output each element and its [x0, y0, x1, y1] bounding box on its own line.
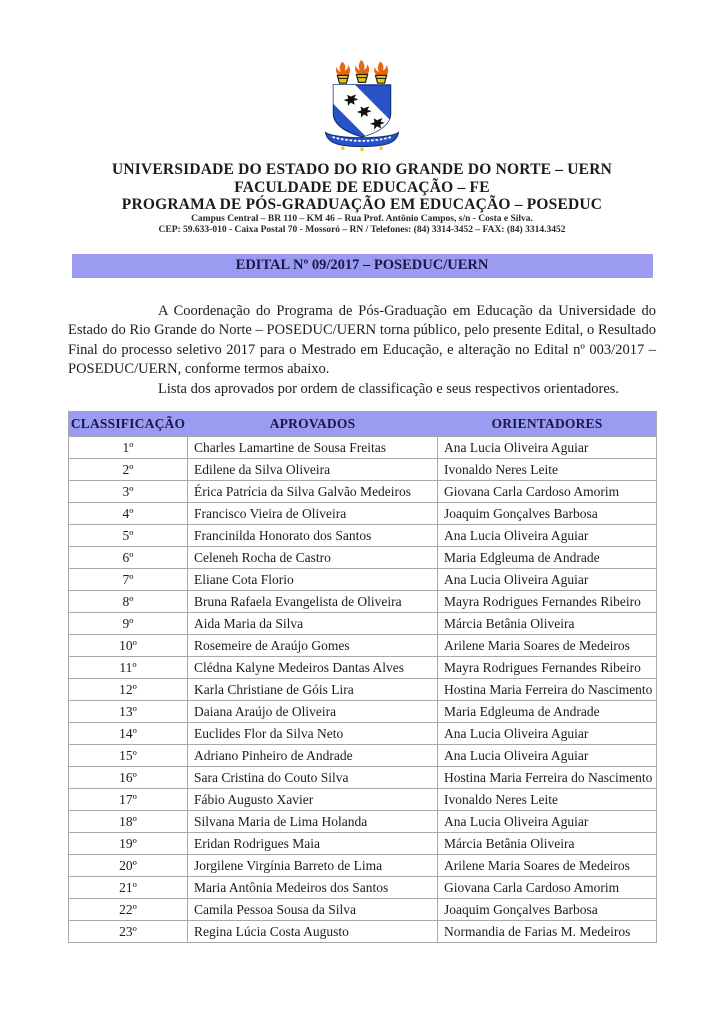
table-row [69, 569, 657, 591]
cell-orientador: Mayra Rodrigues Fernandes Ribeiro [438, 591, 657, 613]
edital-paragraph: A Coordenação do Programa de Pós-Graduação em Educação da Universidade do Estado do Rio Grande do Norte – POSEDUC/UERN torna público, pelo presente Edital, o Resultado Final do processo seletivo 2017 para o Mestrado em Educação, e alteração no Edital nº 003/2017 – POSEDUC/UERN, conforme termos abaixo. [68, 302, 656, 377]
edital-body [68, 302, 656, 400]
table-row [69, 877, 657, 899]
faculty-name: FACULDADE DE EDUCAÇÃO – FE [234, 178, 490, 196]
cell-orientador: Ana Lucia Oliveira Aguiar [438, 723, 657, 745]
address-line-1: Campus Central – BR 110 – KM 46 – Rua Prof. Antônio Campos, s/n - Costa e Silva. [191, 213, 533, 224]
cell-classificacao: 17º [69, 789, 188, 811]
table-row [69, 855, 657, 877]
cell-classificacao: 7º [69, 569, 188, 591]
column-header-classificacao: CLASSIFICAÇÃO [69, 412, 188, 437]
cell-classificacao: 14º [69, 723, 188, 745]
program-name: PROGRAMA DE PÓS-GRADUAÇÃO EM EDUCAÇÃO – POSEDUC [121, 196, 603, 213]
cell-classificacao: 1º [69, 437, 188, 459]
cell-orientador: Giovana Carla Cardoso Amorim [438, 481, 657, 503]
approved-candidates-table [68, 411, 657, 943]
table-row [69, 789, 657, 811]
cell-aprovado: Aida Maria da Silva [188, 613, 438, 635]
cell-aprovado: Francinilda Honorato dos Santos [188, 525, 438, 547]
cell-classificacao: 20º [69, 855, 188, 877]
cell-aprovado: Maria Antônia Medeiros dos Santos [188, 877, 438, 899]
table-row [69, 657, 657, 679]
cell-orientador: Arilene Maria Soares de Medeiros [438, 855, 657, 877]
cell-orientador: Joaquim Gonçalves Barbosa [438, 899, 657, 921]
cell-orientador: Giovana Carla Cardoso Amorim [438, 877, 657, 899]
table-row [69, 899, 657, 921]
table-row [69, 525, 657, 547]
cell-classificacao: 23º [69, 921, 188, 943]
cell-aprovado: Érica Patrícia da Silva Galvão Medeiros [188, 481, 438, 503]
results-table-body [69, 437, 657, 943]
cell-orientador: Ana Lucia Oliveira Aguiar [438, 745, 657, 767]
cell-classificacao: 9º [69, 613, 188, 635]
cell-orientador: Ivonaldo Neres Leite [438, 789, 657, 811]
cell-aprovado: Edilene da Silva Oliveira [188, 459, 438, 481]
cell-classificacao: 22º [69, 899, 188, 921]
shield-icon [333, 85, 390, 140]
cell-orientador: Normandia de Farias M. Medeiros [438, 921, 657, 943]
list-intro-paragraph: Lista dos aprovados por ordem de classificação e seus respectivos orientadores. [158, 380, 620, 397]
cell-orientador: Ana Lucia Oliveira Aguiar [438, 811, 657, 833]
cell-classificacao: 16º [69, 767, 188, 789]
cell-orientador: Márcia Betânia Oliveira [438, 833, 657, 855]
cell-classificacao: 2º [69, 459, 188, 481]
cell-aprovado: Francisco Vieira de Oliveira [188, 503, 438, 525]
cell-orientador: Ana Lucia Oliveira Aguiar [438, 437, 657, 459]
cell-aprovado: Euclides Flor da Silva Neto [188, 723, 438, 745]
table-row [69, 921, 657, 943]
cell-classificacao: 8º [69, 591, 188, 613]
table-row [69, 481, 657, 503]
cell-classificacao: 12º [69, 679, 188, 701]
table-row [69, 811, 657, 833]
cell-classificacao: 4º [69, 503, 188, 525]
cell-classificacao: 15º [69, 745, 188, 767]
table-row [69, 833, 657, 855]
column-header-orientadores: ORIENTADORES [438, 412, 657, 437]
cell-classificacao: 19º [69, 833, 188, 855]
table-row [69, 701, 657, 723]
address-line-2: CEP: 59.633-010 - Caixa Postal 70 - Mossoró – RN / Telefones: (84) 3314-3452 – FAX: (84) 3314.3452 [158, 225, 566, 235]
cell-classificacao: 3º [69, 481, 188, 503]
cell-classificacao: 11º [69, 657, 188, 679]
cell-aprovado: Camila Pessoa Sousa da Silva [188, 899, 438, 921]
cell-orientador: Arilene Maria Soares de Medeiros [438, 635, 657, 657]
cell-aprovado: Daiana Araújo de Oliveira [188, 701, 438, 723]
cell-aprovado: Bruna Rafaela Evangelista de Oliveira [188, 591, 438, 613]
cell-classificacao: 10º [69, 635, 188, 657]
cell-aprovado: Jorgilene Virgínia Barreto de Lima [188, 855, 438, 877]
table-row [69, 591, 657, 613]
cell-classificacao: 13º [69, 701, 188, 723]
table-row [69, 459, 657, 481]
cell-classificacao: 21º [69, 877, 188, 899]
cell-orientador: Joaquim Gonçalves Barbosa [438, 503, 657, 525]
table-header-row [69, 412, 657, 437]
table-row [69, 613, 657, 635]
table-row [69, 745, 657, 767]
cell-aprovado: Karla Christiane de Góis Lira [188, 679, 438, 701]
cell-orientador: Maria Edgleuma de Andrade [438, 547, 657, 569]
cell-aprovado: Sara Cristina do Couto Silva [188, 767, 438, 789]
cell-orientador: Mayra Rodrigues Fernandes Ribeiro [438, 657, 657, 679]
column-header-aprovados: APROVADOS [188, 412, 438, 437]
cell-orientador: Márcia Betânia Oliveira [438, 613, 657, 635]
cell-classificacao: 18º [69, 811, 188, 833]
cell-aprovado: Clédna Kalyne Medeiros Dantas Alves [188, 657, 438, 679]
cell-classificacao: 6º [69, 547, 188, 569]
cell-orientador: Ivonaldo Neres Leite [438, 459, 657, 481]
table-row [69, 503, 657, 525]
table-row [69, 679, 657, 701]
torch-icons [336, 60, 388, 83]
cell-orientador: Ana Lucia Oliveira Aguiar [438, 525, 657, 547]
cell-aprovado: Eliane Cota Florio [188, 569, 438, 591]
cell-aprovado: Rosemeire de Araújo Gomes [188, 635, 438, 657]
cell-aprovado: Eridan Rodrigues Maia [188, 833, 438, 855]
uern-logo [68, 56, 656, 157]
cell-orientador: Hostina Maria Ferreira do Nascimento [438, 679, 657, 701]
cell-aprovado: Celeneh Rocha de Castro [188, 547, 438, 569]
cell-aprovado: Charles Lamartine de Sousa Freitas [188, 437, 438, 459]
cell-classificacao: 5º [69, 525, 188, 547]
uern-coat-of-arms-icon [310, 56, 414, 152]
table-row [69, 437, 657, 459]
table-row [69, 547, 657, 569]
table-row [69, 767, 657, 789]
cell-orientador: Hostina Maria Ferreira do Nascimento [438, 767, 657, 789]
cell-aprovado: Fábio Augusto Xavier [188, 789, 438, 811]
university-name: UNIVERSIDADE DO ESTADO DO RIO GRANDE DO NORTE – UERN [111, 161, 613, 178]
cell-orientador: Ana Lucia Oliveira Aguiar [438, 569, 657, 591]
cell-orientador: Maria Edgleuma de Andrade [438, 701, 657, 723]
table-row [69, 635, 657, 657]
cell-aprovado: Adriano Pinheiro de Andrade [188, 745, 438, 767]
table-row [69, 723, 657, 745]
edital-title-banner: EDITAL Nº 09/2017 – POSEDUC/UERN [72, 254, 653, 278]
cell-aprovado: Regina Lúcia Costa Augusto [188, 921, 438, 943]
cell-aprovado: Silvana Maria de Lima Holanda [188, 811, 438, 833]
